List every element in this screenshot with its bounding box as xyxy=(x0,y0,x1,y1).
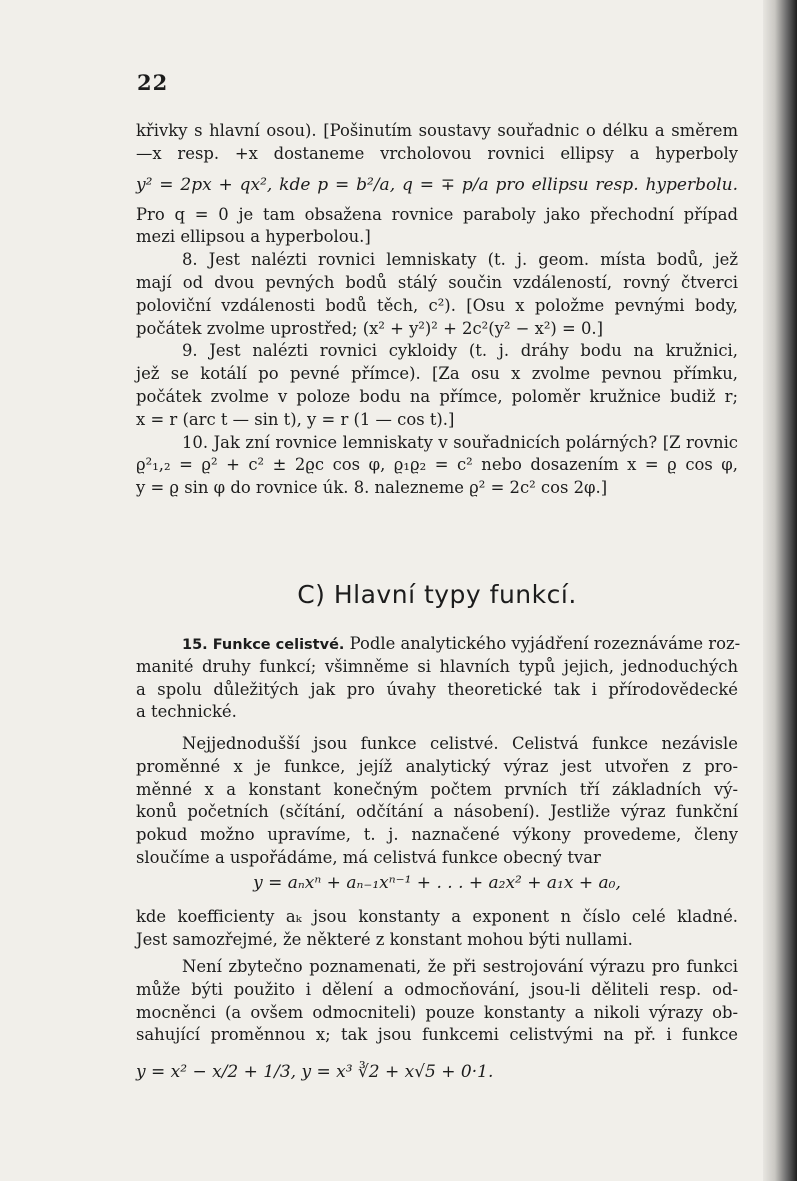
paragraph-15-first-line xyxy=(136,633,741,656)
text-line: křivky s hlavní osou). [Pošinutím soustavy souřadnic o délku a směrem xyxy=(136,121,738,140)
exercise-block xyxy=(136,120,738,500)
exercise-10: 10. Jak zní rovnice lemniskaty v souřadnicích polárných? [Z rovnic xyxy=(182,432,738,452)
text-line: počátek zvolme uprostřed; (x² + y²)² + 2c²(y² − x²) = 0.] xyxy=(136,318,603,338)
text-line: mezi ellipsou a hyperbolou.] xyxy=(136,227,371,247)
paragraph-15 xyxy=(136,633,741,724)
text-line: mají od dvou pevných bodů stálý součin vzdáleností, rovný čtverci xyxy=(136,272,738,292)
text-line: konů početních (sčítání, odčítání a násobení). Jestliže výraz funkční xyxy=(136,802,738,822)
text-span: Podle analytického vyjádření rozeznáváme roz- xyxy=(349,634,741,653)
example-formula xyxy=(136,1052,738,1092)
formula-line: y² = 2px + qx², kde p = b²/a, q = ∓ p/a pro ellipsu resp. hyperbolu. xyxy=(136,174,738,195)
book-gutter-shadow xyxy=(763,0,797,1181)
general-formula xyxy=(136,872,738,895)
exercise-8: 8. Jest nalézti rovnici lemniskaty (t. j. geom. místa bodů, jež xyxy=(182,250,738,270)
text-line: měnné x a konstant konečným počtem prvních tří základních vý- xyxy=(136,779,738,799)
text-line: mocněnci (a ovšem odmocniteli) pouze konstanty a nikoli výrazy ob- xyxy=(136,1002,738,1022)
text-line: Jest samozřejmé, že některé z konstant mohou býti nullami. xyxy=(136,929,633,949)
exercise-9: 9. Jest nalézti rovnici cykloidy (t. j. dráhy bodu na kružnici, xyxy=(182,341,738,361)
text-line: Nejjednodušší jsou funkce celistvé. Celistvá funkce nezávisle xyxy=(182,734,738,753)
text-line: x = r (arc t — sin t), y = r (1 — cos t).] xyxy=(136,409,455,429)
section-heading: C) Hlavní typy funkcí. xyxy=(297,580,577,609)
text-line: manité druhy funkcí; všimněme si hlavních typů jejich, jednoduchých xyxy=(136,656,738,676)
paragraph-koefficienty xyxy=(136,906,738,952)
text-line: jež se kotálí po pevné přímce). [Za osu x zvolme pevnou přímku, xyxy=(136,364,738,384)
text-line: sloučíme a uspořádáme, má celistvá funkce obecný tvar xyxy=(136,847,601,867)
text-line: Pro q = 0 je tam obsažena rovnice paraboly jako přechodní případ xyxy=(136,204,738,224)
formula-line: y = x² − x/2 + 1/3, y = x³ ∛2 + x√5 + 0·1. xyxy=(136,1062,494,1082)
text-line: kde koefficienty aₖ jsou konstanty a exponent n číslo celé kladné. xyxy=(136,907,738,926)
text-line: může býti použito i dělení a odmocňování, jsou-li děliteli resp. od- xyxy=(136,979,738,999)
paragraph-15-lead: 15. Funkce celistvé. xyxy=(182,637,345,653)
formula-line: y = aₙxⁿ + aₙ₋₁xⁿ⁻¹ + . . . + a₂x² + a₁x + a₀, xyxy=(253,873,621,893)
text-line: a spolu důležitých jak pro úvahy theoretické tak i přírodovědecké xyxy=(136,679,738,699)
paragraph-neni xyxy=(136,956,738,1047)
text-line: počátek zvolme v poloze bodu na přímce, poloměr kružnice budiž r; xyxy=(136,386,738,406)
text-line: poloviční vzdálenosti bodů těch, c²). [Osu x položme pevnými body, xyxy=(136,295,738,315)
paragraph-celistve xyxy=(136,733,738,870)
text-line: —x resp. +x dostaneme vrcholovou rovnici ellipsy a hyperboly xyxy=(136,143,738,163)
text-line: Není zbytečno poznamenati, že při sestrojování výrazu pro funkci xyxy=(182,957,738,976)
text-line: pokud možno upravíme, t. j. naznačené výkony provedeme, členy xyxy=(136,825,738,845)
text-line: a technické. xyxy=(136,702,237,722)
text-line: y = ϱ sin φ do rovnice úk. 8. nalezneme ϱ² = 2c² cos 2φ.] xyxy=(136,478,608,498)
page-number: 22 xyxy=(137,70,169,95)
text-line: sahující proměnnou x; tak jsou funkcemi celistvými na př. i funkce xyxy=(136,1025,738,1045)
text-line: proměnné x je funkce, jejíž analytický výraz jest utvořen z pro- xyxy=(136,756,738,776)
text-line: ϱ²₁,₂ = ϱ² + c² ± 2ϱc cos φ, ϱ₁ϱ₂ = c² nebo dosazením x = ϱ cos φ, xyxy=(136,455,738,475)
